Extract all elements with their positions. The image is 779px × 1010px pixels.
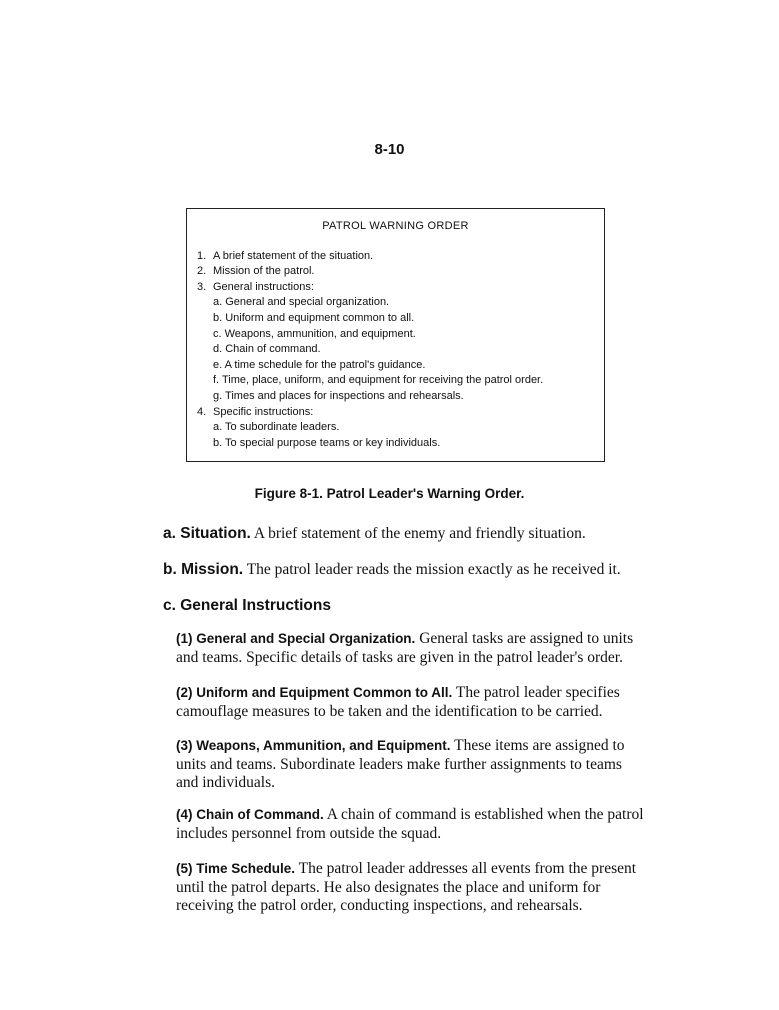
- warning-order-item-text: d. Chain of command.: [213, 343, 321, 356]
- warning-order-item-text: Specific instructions:: [213, 405, 314, 418]
- warning-order-subitem: [197, 342, 604, 358]
- warning-order-item-text: f. Time, place, uniform, and equipment for receiving the patrol order.: [213, 374, 544, 387]
- mission-paragraph: [163, 561, 653, 580]
- warning-order-item: [197, 264, 604, 280]
- instruction-paragraph: [176, 860, 644, 916]
- warning-order-item-text: b. To special purpose teams or key individuals.: [213, 436, 441, 449]
- warning-order-list: [187, 249, 604, 452]
- warning-order-item-number: 1.: [197, 249, 207, 262]
- instruction-paragraph: [176, 737, 644, 793]
- warning-order-item-text: General instructions:: [213, 280, 314, 293]
- warning-order-subitem: [197, 436, 604, 452]
- instruction-text: The patrol leader addresses all events from the present until the patrol departs. He also designates the place and uniform for receiving the patrol order, conducting inspections, and rehearsals.: [176, 860, 637, 915]
- warning-order-item-text: Mission of the patrol.: [213, 265, 315, 278]
- instruction-text: A chain of command is established when the patrol includes personnel from outside the squad.: [176, 806, 644, 842]
- instruction-text: The patrol leader specifies camouflage measures to be taken and the identification to be carried.: [176, 684, 620, 720]
- instruction-heading: (2) Uniform and Equipment Common to All.: [176, 685, 453, 700]
- figure-caption: Figure 8-1. Patrol Leader's Warning Order.: [254, 486, 525, 501]
- instruction-paragraph: [176, 806, 644, 843]
- warning-order-subitem: [197, 389, 604, 405]
- warning-order-item-number: 2.: [197, 265, 207, 278]
- warning-order-subitem: [197, 373, 604, 389]
- instruction-paragraph: [176, 630, 644, 667]
- general-instructions-heading: c. General Instructions: [163, 597, 331, 614]
- warning-order-item-text: c. Weapons, ammunition, and equipment.: [213, 327, 416, 340]
- warning-order-item-text: A brief statement of the situation.: [213, 249, 374, 262]
- warning-order-subitem: [197, 295, 604, 311]
- warning-order-item-number: 3.: [197, 280, 207, 293]
- warning-order-item: [197, 280, 604, 296]
- warning-order-title: PATROL WARNING ORDER: [322, 220, 469, 232]
- instruction-text: General tasks are assigned to units and teams. Specific details of tasks are given in the patrol leader's order.: [176, 630, 634, 666]
- instruction-paragraph: [176, 684, 644, 721]
- instruction-heading: (1) General and Special Organization.: [176, 631, 416, 646]
- warning-order-item: [197, 405, 604, 421]
- page-number: 8-10: [374, 141, 405, 158]
- situation-heading: a. Situation.: [163, 525, 251, 542]
- warning-order-item-text: e. A time schedule for the patrol's guidance.: [213, 358, 426, 371]
- instruction-heading: (4) Chain of Command.: [176, 807, 324, 822]
- instruction-text: These items are assigned to units and teams. Subordinate leaders make further assignments to teams and individuals.: [176, 737, 625, 792]
- warning-order-item: [197, 249, 604, 265]
- instruction-heading: (3) Weapons, Ammunition, and Equipment.: [176, 738, 451, 753]
- instruction-heading: (5) Time Schedule.: [176, 861, 296, 876]
- situation-paragraph: [163, 525, 643, 544]
- warning-order-item-text: b. Uniform and equipment common to all.: [213, 311, 415, 324]
- warning-order-subitem: [197, 327, 604, 343]
- warning-order-box: [186, 208, 605, 462]
- warning-order-subitem: [197, 358, 604, 374]
- warning-order-subitem: [197, 311, 604, 327]
- situation-text: A brief statement of the enemy and friendly situation.: [250, 525, 586, 542]
- warning-order-item-text: a. General and special organization.: [213, 296, 390, 309]
- mission-text: The patrol leader reads the mission exactly as he received it.: [243, 561, 621, 578]
- warning-order-item-text: a. To subordinate leaders.: [213, 421, 340, 434]
- warning-order-item-number: 4.: [197, 405, 207, 418]
- warning-order-item-text: g. Times and places for inspections and rehearsals.: [213, 389, 464, 402]
- warning-order-subitem: [197, 420, 604, 436]
- mission-heading: b. Mission.: [163, 561, 244, 578]
